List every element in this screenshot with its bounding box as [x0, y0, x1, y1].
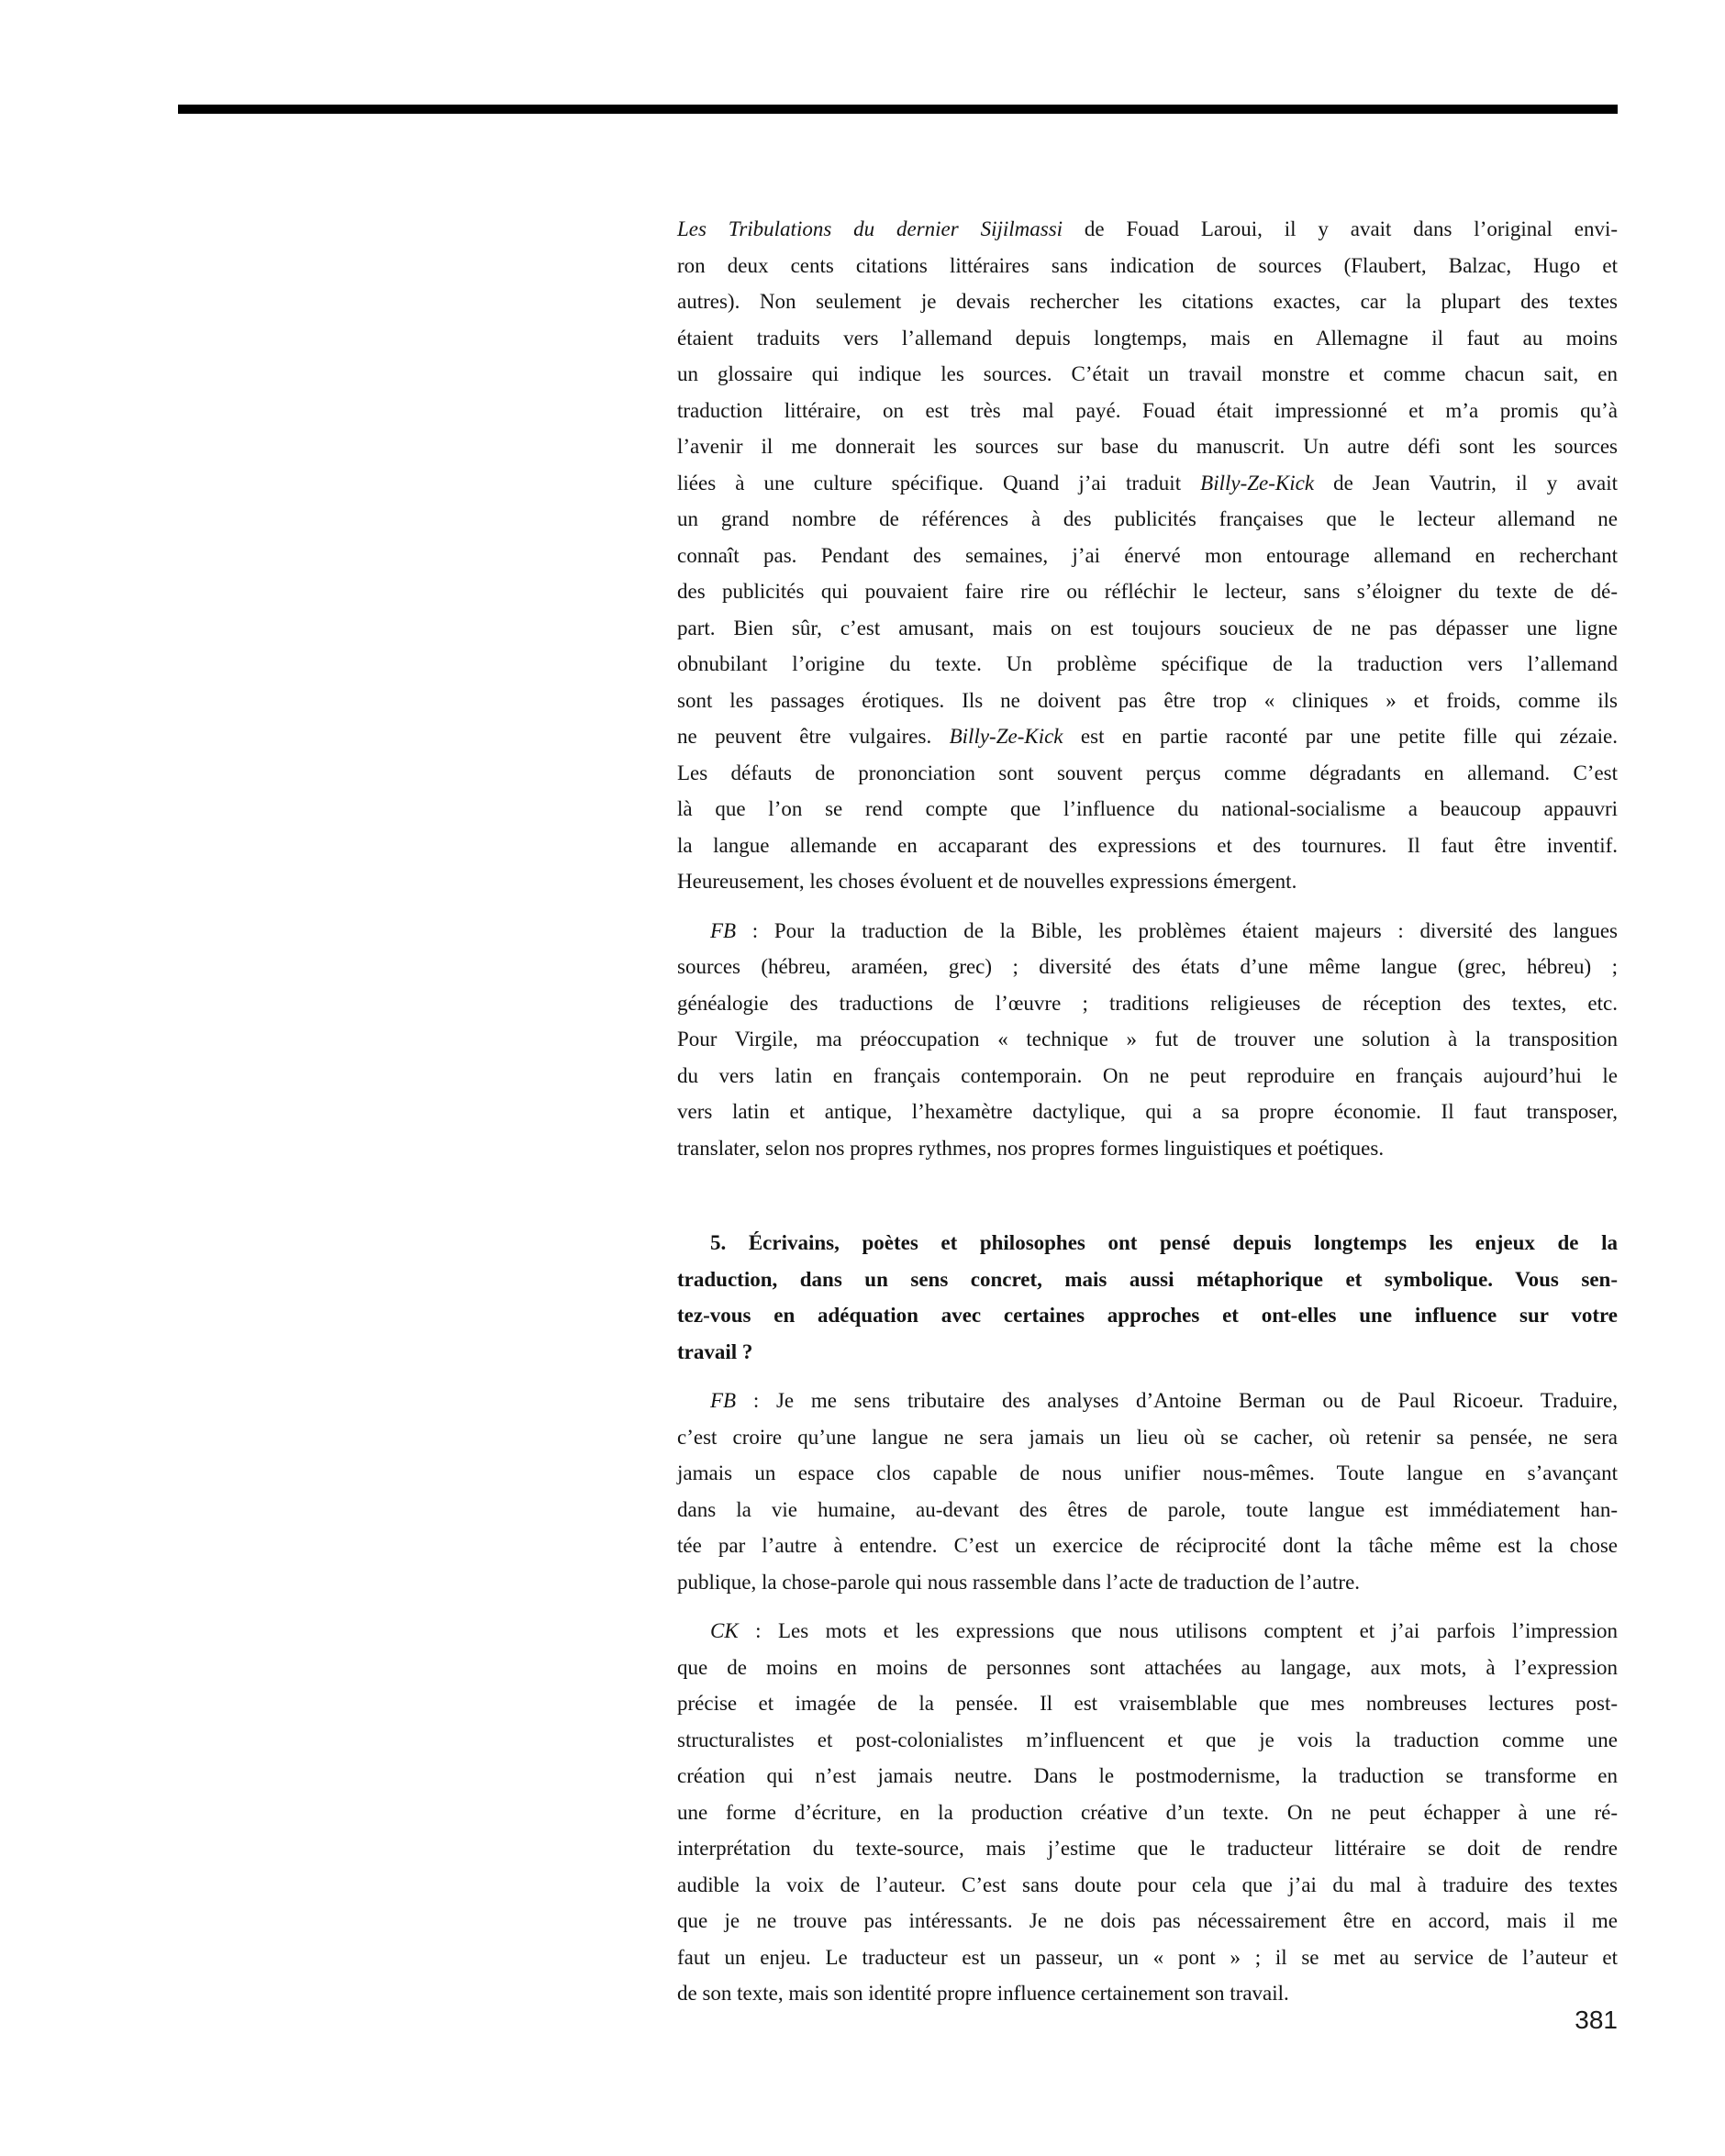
text-line: précise et imagée de la pensée. Il est vraisemblable que mes nombreuses lectures post- [677, 1692, 1618, 1715]
text-line: ne peuvent être vulgaires. Billy-Ze-Kick est en partie raconté par une petite fille qui zézaie. [677, 725, 1618, 748]
text-line: obnubilant l’origine du texte. Un problème spécifique de la traduction vers l’allemand [677, 652, 1618, 675]
text-line: CK : Les mots et les expressions que nous utilisons comptent et j’ai parfois l’impression [710, 1619, 1618, 1642]
text-line: translater, selon nos propres rythmes, nos propres formes linguistiques et poétiques. [677, 1136, 1385, 1160]
text-line: liées à une culture spécifique. Quand j’ai traduit Billy-Ze-Kick de Jean Vautrin, il y avait [677, 471, 1618, 495]
page-number: 381 [1575, 2006, 1618, 2034]
paragraph [677, 1613, 1618, 2012]
text-line: de son texte, mais son identité propre influence certainement son travail. [677, 1982, 1289, 2005]
text-line: publique, la chose-parole qui nous rassemble dans l’acte de traduction de l’autre. [677, 1570, 1361, 1594]
paragraph [677, 913, 1618, 1167]
text-line: l’avenir il me donnerait les sources sur base du manuscrit. Un autre défi sont les sources [677, 435, 1618, 458]
text-line: ron deux cents citations littéraires sans indication de sources (Flaubert, Balzac, Hugo et [677, 253, 1618, 277]
paragraph [677, 1383, 1618, 1600]
text-line: que de moins en moins de personnes sont attachées au langage, aux mots, à l’expression [677, 1655, 1618, 1679]
text-line: part. Bien sûr, c’est amusant, mais on est toujours soucieux de ne pas dépasser une ligne [677, 616, 1618, 639]
text-line: FB : Je me sens tributaire des analyses d’Antoine Berman ou de Paul Ricoeur. Traduire, [710, 1389, 1618, 1412]
text-line: sources (hébreu, araméen, grec) ; diversité des états d’une même langue (grec, hébreu) ; [677, 955, 1618, 978]
text-line: généalogie des traductions de l’œuvre ; traditions religieuses de réception des textes, etc. [677, 991, 1618, 1015]
text-line: 5. Écrivains, poètes et philosophes ont pensé depuis longtemps les enjeux de la [710, 1231, 1618, 1254]
text-line: jamais un espace clos capable de nous unifier nous-mêmes. Toute langue en s’avançant [677, 1461, 1618, 1484]
text-line: travail ? [677, 1339, 753, 1363]
text-line: interprétation du texte-source, mais j’estime que le traducteur littéraire se doit de rendre [677, 1837, 1618, 1860]
text-line: là que l’on se rend compte que l’influence du national-socialisme a beaucoup appauvri [677, 797, 1618, 820]
text-line: un grand nombre de références à des publicités françaises que le lecteur allemand ne [677, 507, 1618, 530]
text-line: traduction littéraire, on est très mal payé. Fouad était impressionné et m’a promis qu’à [677, 398, 1618, 422]
text-line: connaît pas. Pendant des semaines, j’ai énervé mon entourage allemand en recherchant [677, 543, 1618, 567]
text-line: c’est croire qu’une langue ne sera jamais un lieu où se cacher, où retenir sa pensée, ne sera [677, 1425, 1618, 1449]
text-line: tez-vous en adéquation avec certaines approches et ont-elles une influence sur votre [677, 1304, 1618, 1327]
text-line: Heureusement, les choses évoluent et de nouvelles expressions émergent. [677, 870, 1297, 893]
text-line: Les défauts de prononciation sont souvent perçus comme dégradants en allemand. C’est [677, 761, 1618, 784]
text-line: étaient traduits vers l’allemand depuis longtemps, mais en Allemagne il faut au moins [677, 326, 1618, 350]
text-line: audible la voix de l’auteur. C’est sans doute pour cela que j’ai du mal à traduire des textes [677, 1873, 1618, 1896]
text-line: des publicités qui pouvaient faire rire ou réfléchir le lecteur, sans s’éloigner du texte de dé- [677, 580, 1618, 603]
text-line: une forme d’écriture, en la production créative d’un texte. On ne peut échapper à une ré- [677, 1800, 1618, 1824]
text-line: FB : Pour la traduction de la Bible, les problèmes étaient majeurs : diversité des langues [710, 918, 1618, 942]
text-line: vers latin et antique, l’hexamètre dactylique, qui a sa propre économie. Il faut transposer, [677, 1100, 1618, 1123]
text-line: autres). Non seulement je devais rechercher les citations exactes, car la plupart des textes [677, 290, 1618, 313]
paragraph [677, 211, 1618, 900]
text-line: faut un enjeu. Le traducteur est un passeur, un « pont » ; il se met au service de l’auteur et [677, 1945, 1618, 1969]
text-line: la langue allemande en accaparant des expressions et des tournures. Il faut être inventif. [677, 833, 1618, 857]
text-line: du vers latin en français contemporain. On ne peut reproduire en français aujourd’hui le [677, 1063, 1618, 1087]
text-line: dans la vie humaine, au-devant des êtres de parole, toute langue est immédiatement han- [677, 1497, 1618, 1521]
text-line: tée par l’autre à entendre. C’est un exercice de réciprocité dont la tâche même est la chose [677, 1534, 1618, 1557]
text-line: traduction, dans un sens concret, mais aussi métaphorique et symbolique. Vous sen- [677, 1267, 1618, 1291]
text-line: sont les passages érotiques. Ils ne doivent pas être trop « cliniques » et froids, comme ils [677, 688, 1618, 712]
text-line: structuralistes et post-colonialistes m’influencent et que je vois la traduction comme une [677, 1728, 1618, 1751]
question-heading [677, 1225, 1618, 1370]
text-line: que je ne trouve pas intéressants. Je ne dois pas nécessairement être en accord, mais il me [677, 1909, 1618, 1932]
text-block [677, 211, 1618, 2012]
text-line: Pour Virgile, ma préoccupation « technique » fut de trouver une solution à la transposition [677, 1028, 1618, 1050]
text-line: un glossaire qui indique les sources. C’était un travail monstre et comme chacun sait, en [677, 362, 1618, 385]
text-line: Les Tribulations du dernier Sijilmassi de Fouad Laroui, il y avait dans l’original envi- [677, 217, 1619, 240]
text-line: création qui n’est jamais neutre. Dans le postmodernisme, la traduction se transforme en [677, 1764, 1618, 1787]
header-rule [178, 105, 1618, 114]
